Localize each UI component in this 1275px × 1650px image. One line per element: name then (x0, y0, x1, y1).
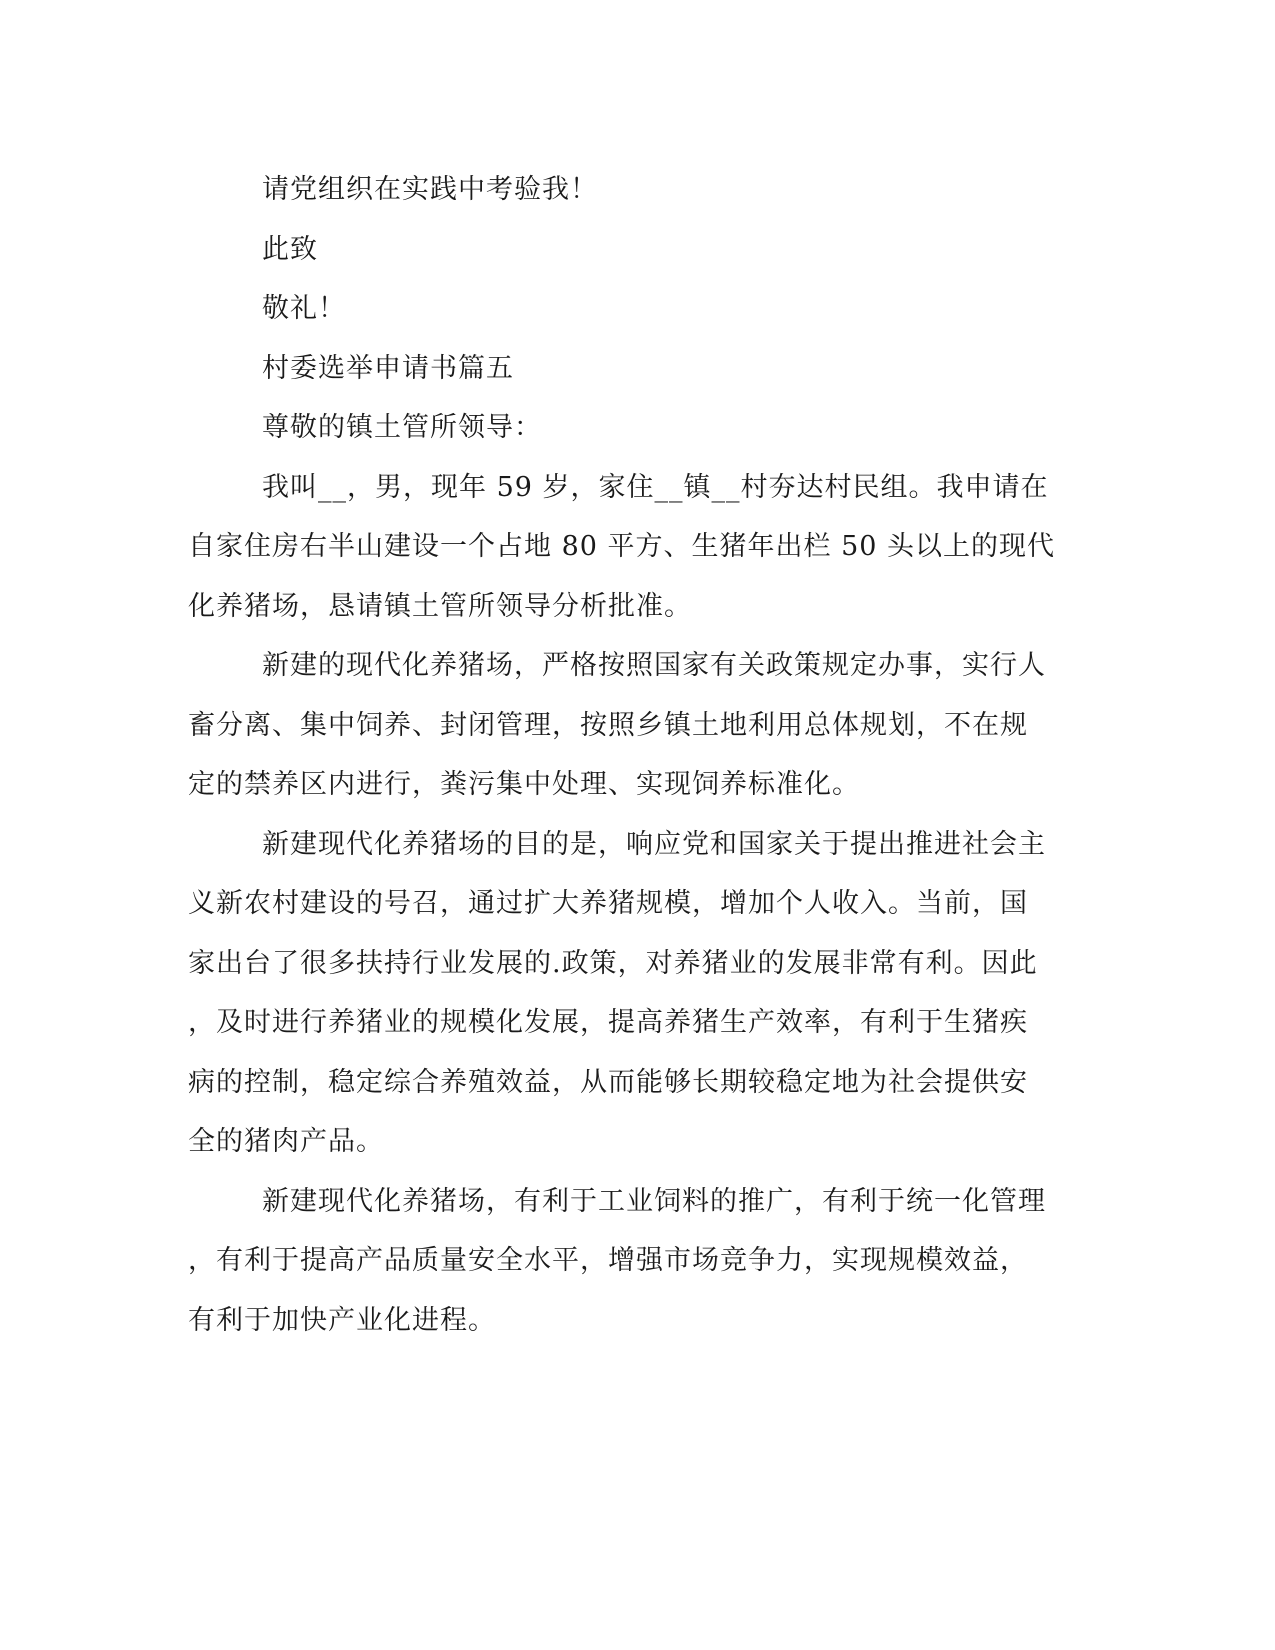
paragraph-line: 畜分离、集中饲养、封闭管理，按照乡镇土地利用总体规划，不在规 (188, 709, 1028, 741)
paragraph-line: 我叫__，男，现年 59 岁，家住__镇__村夯达村民组。我申请在 (262, 471, 1049, 503)
paragraph-line: 新建的现代化养猪场，严格按照国家有关政策规定办事，实行人 (262, 650, 1046, 681)
paragraph-line: ，有利于提高产品质量安全水平，增强市场竞争力，实现规模效益， (188, 1245, 1028, 1276)
paragraph-line: 全的猪肉产品。 (188, 1126, 384, 1157)
paragraph-line: 定的禁养区内进行，粪污集中处理、实现饲养标准化。 (188, 769, 860, 800)
document-body (188, 160, 1088, 1350)
paragraph-line: ，及时进行养猪业的规模化发展，提高养猪生产效率，有利于生猪疾 (188, 1007, 1028, 1038)
section-heading: 村委选举申请书篇五 (262, 352, 514, 384)
paragraph-line: 自家住房右半山建设一个占地 80 平方、生猪年出栏 50 头以上的现代 (188, 531, 1056, 562)
salutation-cizhi: 此致 (262, 233, 318, 265)
paragraph-line: 化养猪场，恳请镇土管所领导分析批准。 (188, 590, 692, 622)
paragraph-line: 有利于加快产业化进程。 (188, 1304, 496, 1336)
paragraph-line: 家出台了很多扶持行业发展的.政策，对养猪业的发展非常有利。因此 (188, 947, 1038, 979)
paragraph-line: 义新农村建设的号召，通过扩大养猪规模，增加个人收入。当前，国 (188, 888, 1028, 919)
salutation-jingli: 敬礼！ (262, 293, 346, 324)
addressee-line: 尊敬的镇土管所领导： (262, 412, 542, 443)
closing-request-line: 请党组织在实践中考验我！ (262, 174, 598, 205)
paragraph-line: 新建现代化养猪场，有利于工业饲料的推广，有利于统一化管理 (262, 1185, 1046, 1217)
paragraph-line: 新建现代化养猪场的目的是，响应党和国家关于提出推进社会主 (262, 828, 1046, 860)
paragraph-line: 病的控制，稳定综合养殖效益，从而能够长期较稳定地为社会提供安 (188, 1066, 1028, 1098)
